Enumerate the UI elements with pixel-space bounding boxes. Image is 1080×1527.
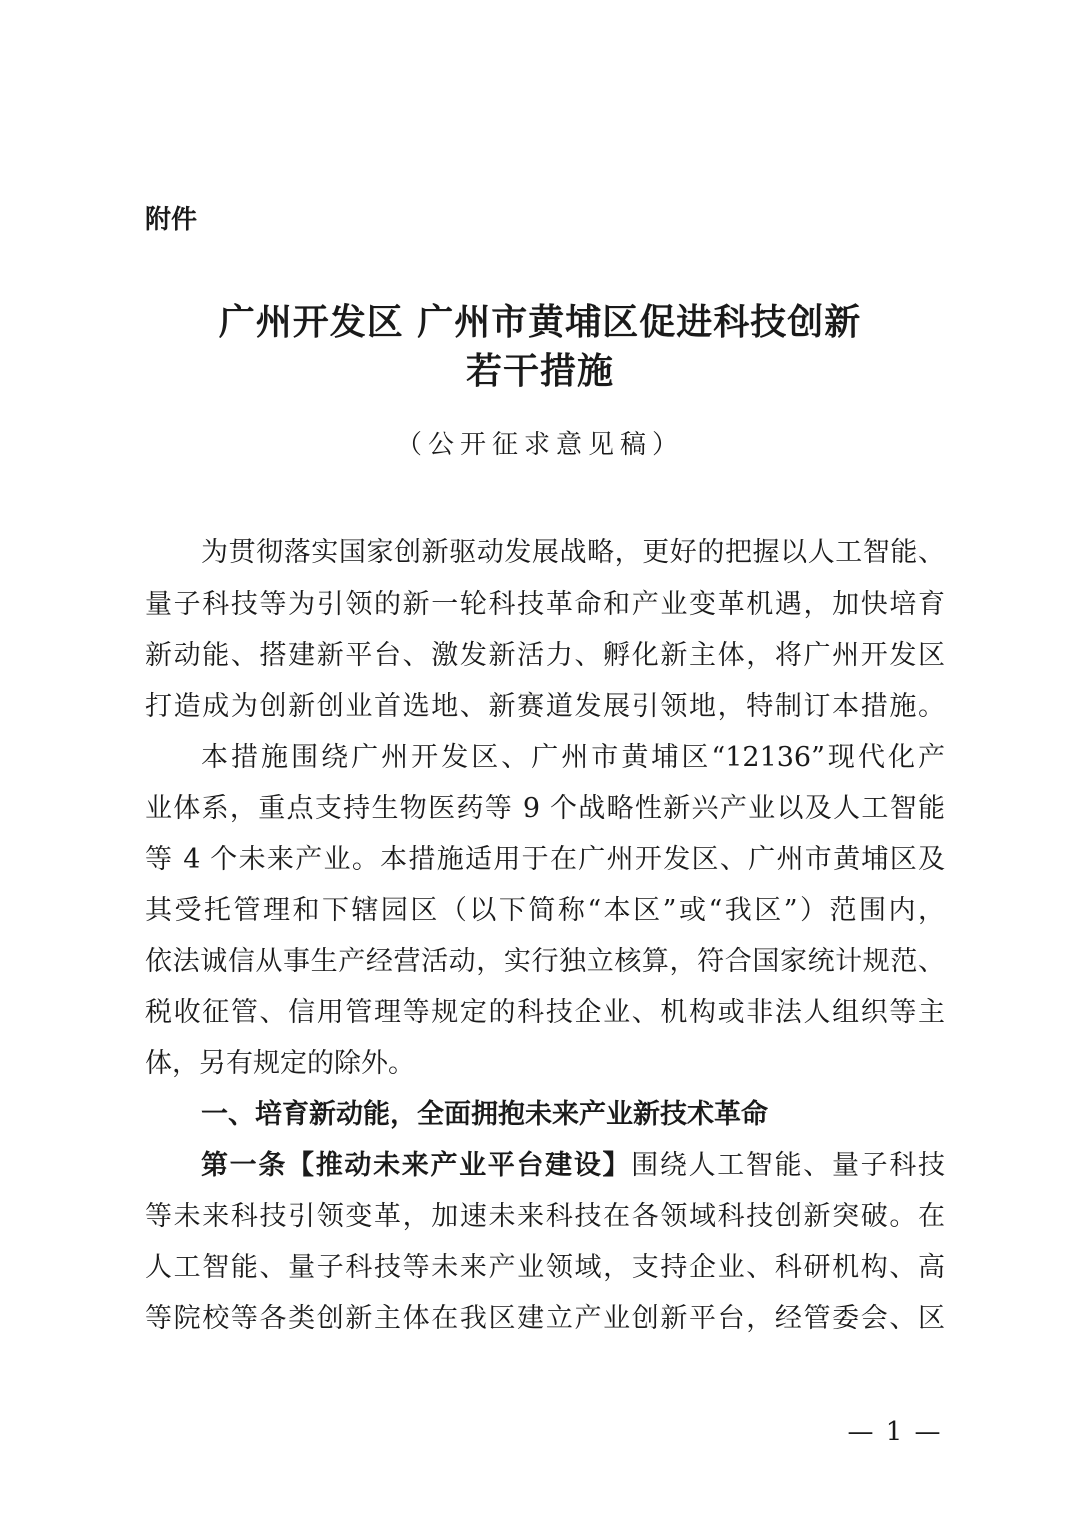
document-subtitle: （公开征求意见稿） — [395, 430, 684, 460]
section-1-heading: 一、培育新动能，全面拥抱未来产业新技术革命 — [201, 1099, 768, 1130]
paragraph-2-line-4: 其受托管理和下辖园区（以下简称“本区”或“我区”）范围内， — [145, 895, 945, 926]
article-1-line-2: 等未来科技引领变革，加速未来科技在各领域科技创新突破。在 — [145, 1201, 945, 1232]
attachment-label: 附件 — [145, 205, 198, 235]
article-1-first-line-text: 围绕人工智能、量子科技 — [631, 1150, 946, 1181]
paragraph-2-line-3: 等 4 个未来产业。本措施适用于在广州开发区、广州市黄埔区及 — [145, 844, 945, 875]
paragraph-2-line-1: 本措施围绕广州开发区、广州市黄埔区“12136”现代化产 — [201, 742, 945, 773]
article-1-line-1 — [201, 1146, 945, 1186]
paragraph-2-line-7: 体，另有规定的除外。 — [145, 1048, 415, 1079]
paragraph-1-line-4: 打造成为创新创业首选地、新赛道发展引领地，特制订本措施。 — [145, 691, 945, 722]
paragraph-2-line-5: 依法诚信从事生产经营活动，实行独立核算，符合国家统计规范、 — [145, 946, 945, 977]
paragraph-2-line-2: 业体系，重点支持生物医药等 9 个战略性新兴产业以及人工智能 — [145, 793, 945, 824]
article-1-line-3: 人工智能、量子科技等未来产业领域，支持企业、科研机构、高 — [145, 1252, 945, 1283]
article-1-line-4: 等院校等各类创新主体在我区建立产业创新平台，经管委会、区 — [145, 1303, 945, 1334]
paragraph-1-line-2: 量子科技等为引领的新一轮科技革命和产业变革机遇，加快培育 — [145, 589, 945, 620]
document-title-line-2: 若干措施 — [465, 350, 614, 392]
page-number: — 1 — — [847, 1417, 943, 1447]
document-title-line-1: 广州开发区 广州市黄埔区促进科技创新 — [218, 301, 862, 343]
paragraph-1-line-1: 为贯彻落实国家创新驱动发展战略，更好的把握以人工智能、 — [201, 537, 945, 568]
paragraph-2-line-6: 税收征管、信用管理等规定的科技企业、机构或非法人组织等主 — [145, 997, 945, 1028]
article-1-label: 第一条【推动未来产业平台建设】 — [201, 1150, 632, 1181]
paragraph-1-line-3: 新动能、搭建新平台、激发新活力、孵化新主体，将广州开发区 — [145, 640, 945, 671]
